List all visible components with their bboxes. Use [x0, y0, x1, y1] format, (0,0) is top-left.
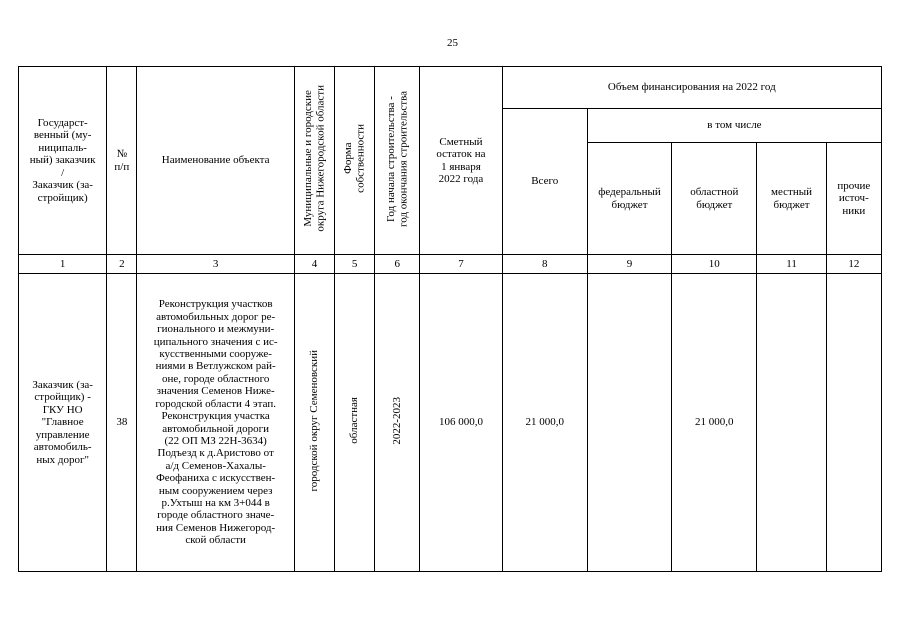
row-municipal-cell: [294, 274, 334, 572]
header-years-cell: [375, 67, 420, 255]
column-number: 7: [420, 255, 502, 274]
header-municipal: Муниципальные и городские округа Нижегородской области: [302, 85, 327, 233]
table-row: [19, 274, 882, 572]
column-number: 3: [137, 255, 295, 274]
row-other: [826, 274, 881, 572]
row-municipal: городской округ Семеновский: [308, 350, 321, 492]
row-num: 38: [107, 274, 137, 572]
row-balance: 106 000,0: [420, 274, 502, 572]
header-municipal-cell: [294, 67, 334, 255]
header-financing: Объем финансирования на 2022 год: [502, 67, 881, 109]
header-customer: Государст- венный (му- ниципаль- ный) заказчик / Заказчик (за- стройщик): [19, 67, 107, 255]
header-other: прочие источ- ники: [826, 143, 881, 255]
header-object-name: Наименование объекта: [137, 67, 295, 255]
row-years: 2022-2023: [391, 396, 404, 445]
column-number: 4: [294, 255, 334, 274]
row-total: 21 000,0: [502, 274, 587, 572]
row-object-name: Реконструкция участков автомобильных дорог ре- гионального и межмуни- ципального значения с ис- кусственными сооруже- ниями в Ветлужском рай- оне, городе областного значения Семенов Ниже- городской области 4 этап. Реконструкция участка автомобильной дороги (22 ОП МЗ 22Н-3634) Подъезд к д.Аристово от а/д Семенов-Хахалы- Феофаниха с искусствен- ным сооружением через р.Ухтыш на км 3+044 в городе областного значе- ния Семенов Нижегород- ской области: [137, 274, 295, 572]
column-number: 10: [672, 255, 757, 274]
row-regional: 21 000,0: [672, 274, 757, 572]
row-federal: [587, 274, 671, 572]
column-number-row: [19, 255, 882, 274]
column-number: 8: [502, 255, 587, 274]
row-customer: Заказчик (за- стройщик) - ГКУ НО "Главное управление автомобиль- ных дорог": [19, 274, 107, 572]
header-balance: Сметный остаток на 1 января 2022 года: [420, 67, 502, 255]
row-ownership-cell: [335, 274, 375, 572]
row-years-cell: [375, 274, 420, 572]
column-number: 6: [375, 255, 420, 274]
header-ownership-cell: [335, 67, 375, 255]
page-number: 25: [447, 37, 458, 49]
column-number: 12: [826, 255, 881, 274]
header-ownership: Форма собственности: [342, 124, 367, 194]
column-number: 1: [19, 255, 107, 274]
header-federal: федеральный бюджет: [587, 143, 671, 255]
row-ownership: областная: [348, 397, 361, 445]
column-number: 9: [587, 255, 671, 274]
header-num: № п/п: [107, 67, 137, 255]
header-total: Всего: [502, 109, 587, 255]
header-regional: областной бюджет: [672, 143, 757, 255]
column-number: 2: [107, 255, 137, 274]
header-years: Год начала строительства - год окончания строительства: [384, 90, 410, 227]
column-number: 5: [335, 255, 375, 274]
header-local: местный бюджет: [757, 143, 826, 255]
column-number: 11: [757, 255, 826, 274]
header-including: в том числе: [587, 109, 881, 143]
row-local: [757, 274, 826, 572]
financing-table: [18, 66, 882, 572]
